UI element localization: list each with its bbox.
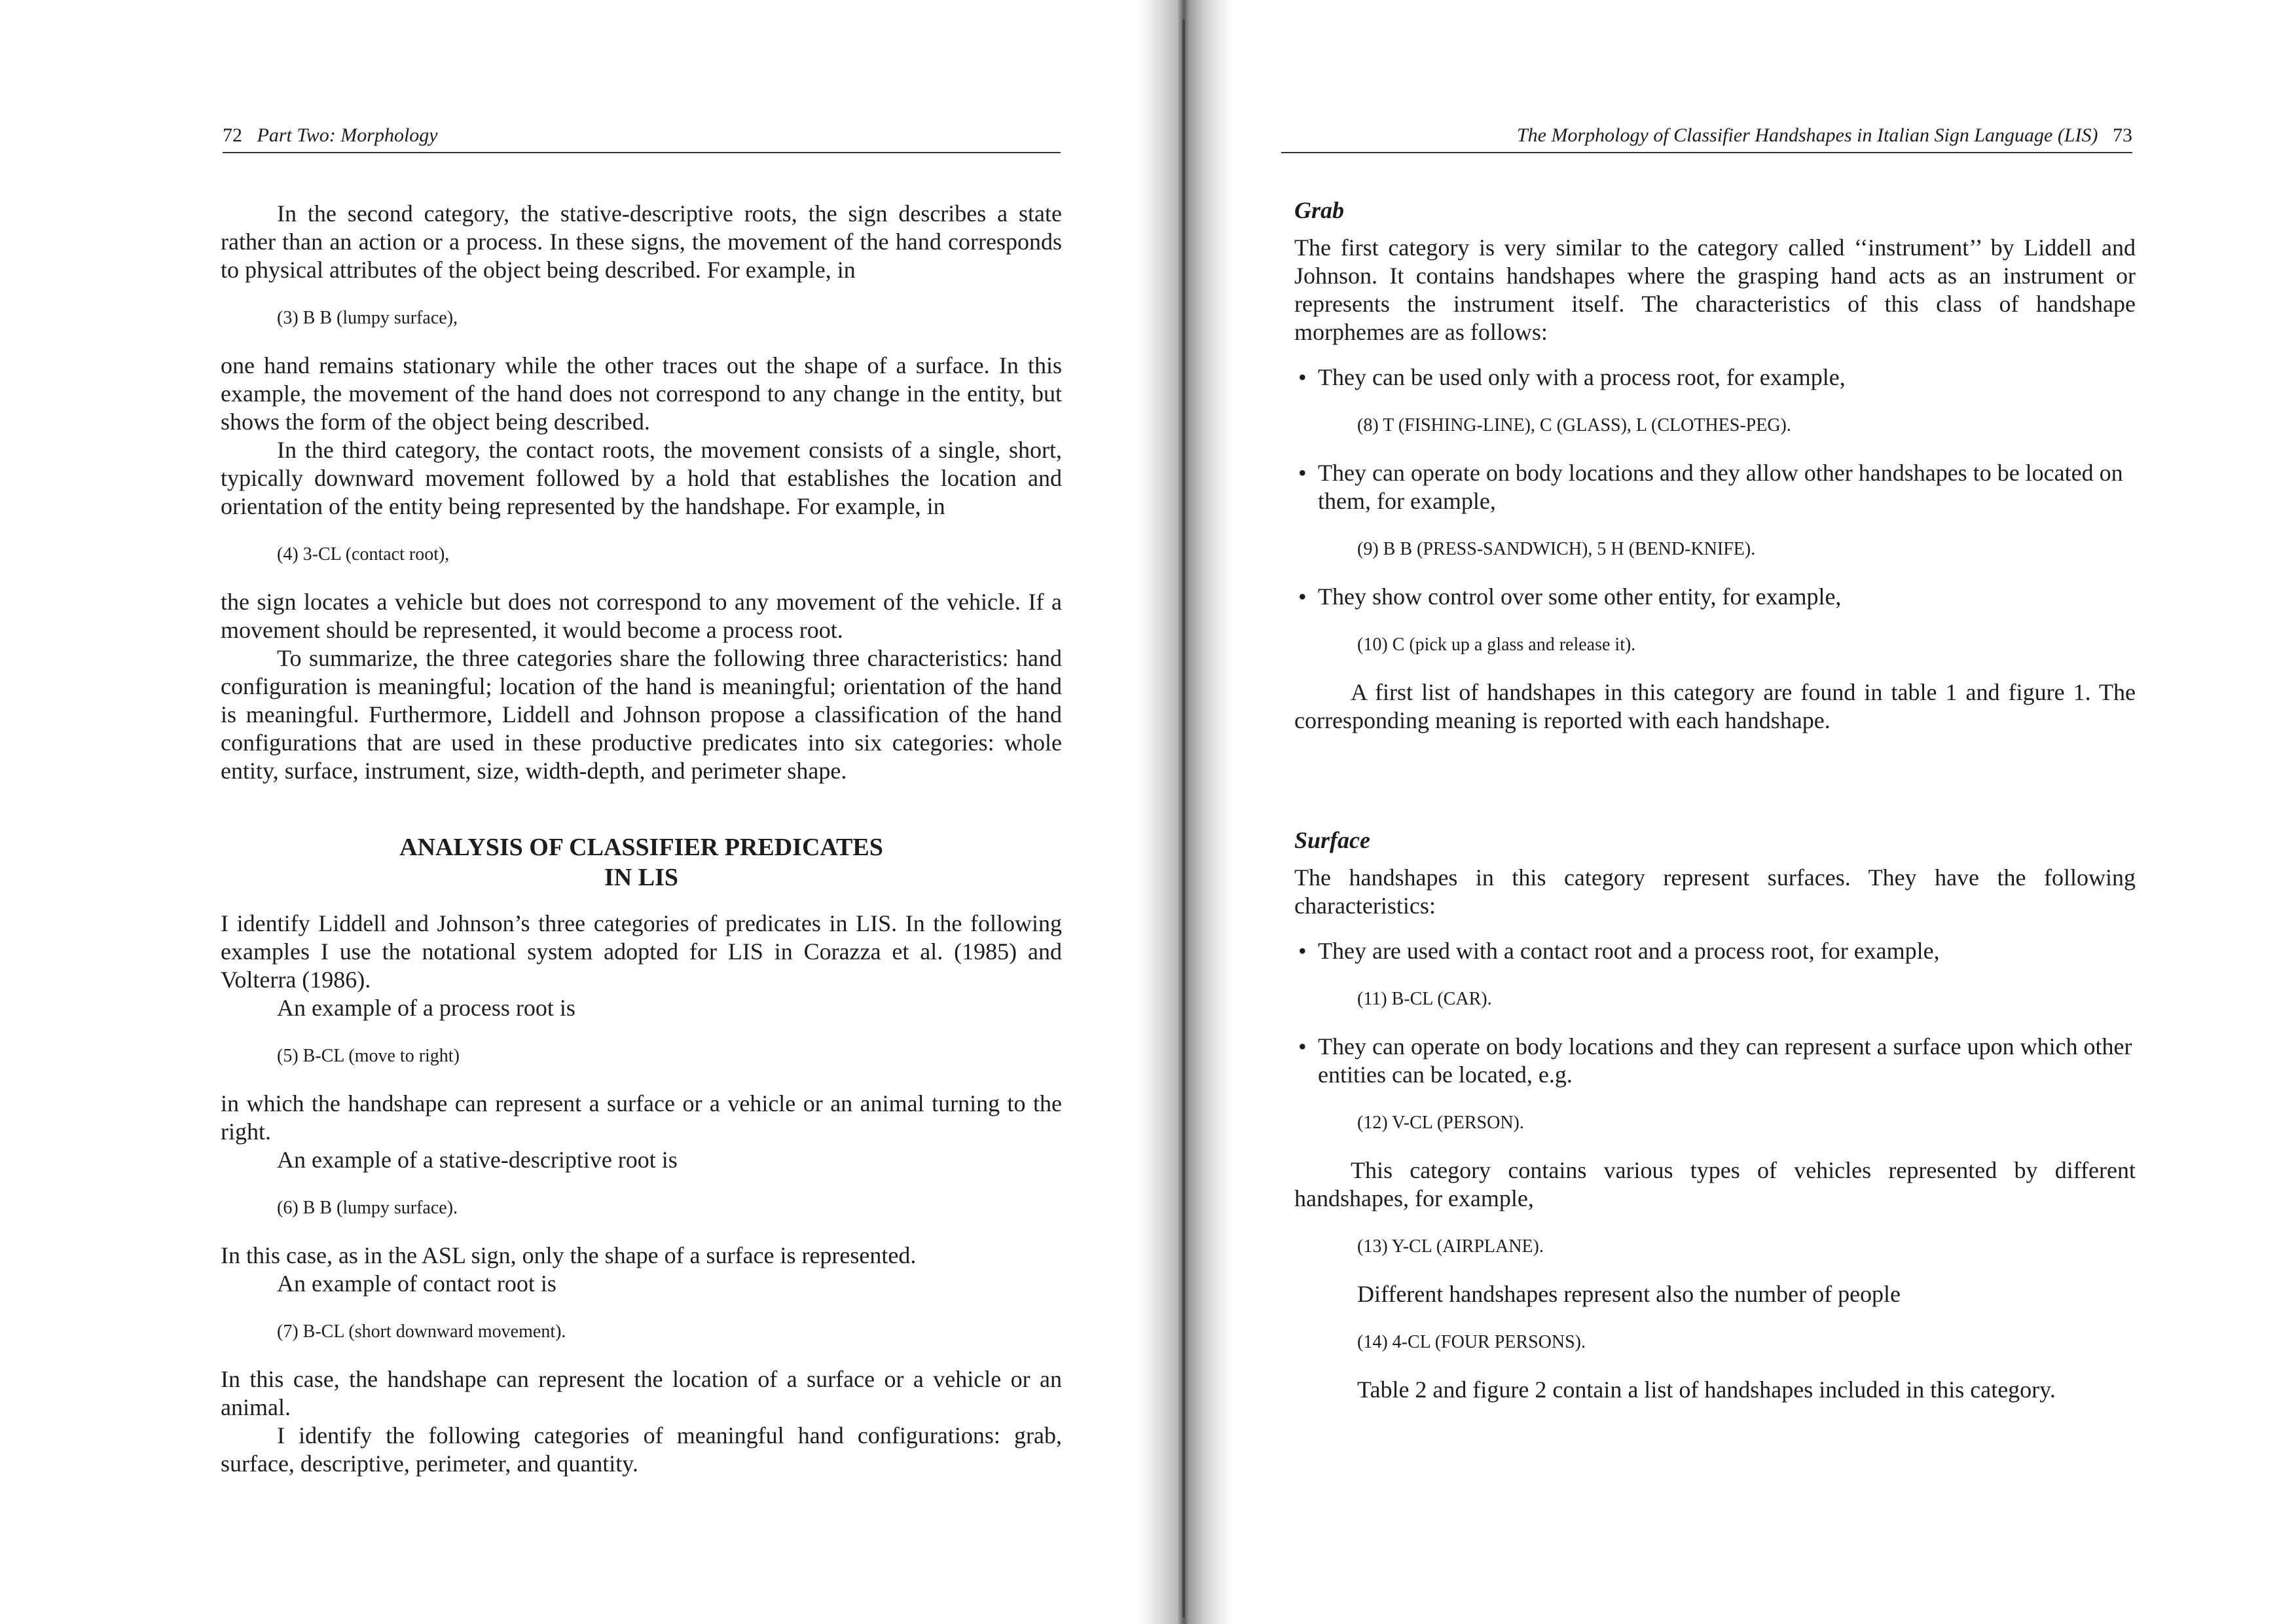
paragraph: To summarize, the three categories share the following three characteristics: hand configuration is meaningful; location of the hand is meaningful; orientation of the hand is meaningful. Furthermore, Liddell and Johnson propose a classification of the hand configurations that are used in these productive predicates into six categories: whole entity, surface, instrument, size, width-depth, and perimeter shape. xyxy=(221,645,1062,784)
right-running-head-title: The Morphology of Classifier Handshapes in Italian Sign Language (LIS) xyxy=(1517,124,2098,146)
left-page-body xyxy=(221,200,1062,1478)
subsection-heading-surface: Surface xyxy=(1294,827,1370,853)
example-8: (8) T (FISHING-LINE), C (GLASS), L (CLOTHES-PEG). xyxy=(1357,415,1791,435)
bullet-item xyxy=(1294,1033,2136,1089)
paragraph: In the second category, the stative-descriptive roots, the sign describes a state rather than an action or a process. In these signs, the movement of the hand corresponds to physical attributes of the object being described. For example, in xyxy=(221,200,1062,283)
bullet-text: They can operate on body locations and they allow other handshapes to be located on them, for example, xyxy=(1318,460,2123,514)
example-3: (3) B B (lumpy surface), xyxy=(277,308,458,328)
bullet-item xyxy=(1294,937,2136,965)
bullet-item xyxy=(1294,363,2136,392)
left-running-head xyxy=(223,124,1061,153)
paragraph: This category contains various types of vehicles represented by different handshapes, for example, xyxy=(1294,1157,2136,1211)
example-13: (13) Y-CL (AIRPLANE). xyxy=(1357,1236,1544,1257)
paragraph: The first category is very similar to the category called ‘‘instrument’’ by Liddell and Johnson. It contains handshapes where the grasping hand acts as an instrument or represents the instrument itself. The characteristics of this class of handshape morphemes are as follows: xyxy=(1294,234,2136,345)
example-4: (4) 3-CL (contact root), xyxy=(277,544,450,564)
bullet-text: They are used with a contact root and a process root, for example, xyxy=(1318,938,1940,964)
paragraph: A first list of handshapes in this category are found in table 1 and figure 1. The corresponding meaning is reported with each handshape. xyxy=(1294,679,2136,733)
example-9: (9) B B (PRESS-SANDWICH), 5 H (BEND-KNIFE). xyxy=(1357,539,1756,559)
bullet-icon: • xyxy=(1298,583,1307,610)
example-5: (5) B-CL (move to right) xyxy=(277,1046,460,1066)
paragraph: I identify Liddell and Johnson’s three categories of predicates in LIS. In the following examples I use the notational system adopted for LIS in Corazza et al. (1985) and Volterra (1986). xyxy=(221,910,1062,993)
section-heading-line: ANALYSIS OF CLASSIFIER PREDICATES xyxy=(399,834,883,861)
paragraph: In this case, as in the ASL sign, only the shape of a surface is represented. xyxy=(221,1242,917,1268)
example-11: (11) B-CL (CAR). xyxy=(1357,989,1492,1009)
left-page-number: 72 xyxy=(223,124,242,146)
paragraph: in which the handshape can represent a surface or a vehicle or an animal turning to the right. xyxy=(221,1090,1062,1145)
paragraph: one hand remains stationary while the other traces out the shape of a surface. In this example, the movement of the hand does not correspond to any change in the entity, but shows the form of the object being described. xyxy=(221,352,1062,435)
bullet-icon: • xyxy=(1298,938,1307,964)
paragraph: An example of a stative-descriptive root is xyxy=(277,1147,678,1173)
paragraph: An example of contact root is xyxy=(277,1270,556,1297)
paragraph: An example of a process root is xyxy=(277,995,575,1021)
section-heading-line: IN LIS xyxy=(604,864,678,891)
paragraph: In this case, the handshape can represent the location of a surface or a vehicle or an animal. xyxy=(221,1366,1062,1420)
bullet-text: They can be used only with a process root, for example, xyxy=(1318,364,1846,390)
right-running-head xyxy=(1281,124,2132,153)
bullet-icon: • xyxy=(1298,364,1307,390)
paragraph: Different handshapes represent also the number of people xyxy=(1357,1281,1901,1307)
example-10: (10) C (pick up a glass and release it). xyxy=(1357,635,1636,655)
example-14: (14) 4-CL (FOUR PERSONS). xyxy=(1357,1332,1586,1352)
example-6: (6) B B (lumpy surface). xyxy=(277,1198,458,1218)
bullet-text: They show control over some other entity, for example, xyxy=(1318,583,1842,610)
paragraph: The handshapes in this category represent surfaces. They have the following characteristics: xyxy=(1294,864,2136,919)
example-7: (7) B-CL (short downward movement). xyxy=(277,1321,566,1342)
bullet-item xyxy=(1294,459,2136,515)
book-spine-line xyxy=(1182,20,1185,1617)
left-running-head-title: Part Two: Morphology xyxy=(257,124,438,146)
paragraph: In the third category, the contact roots, the movement consists of a single, short, typically downward movement followed by a hold that establishes the location and orientation of the entity being represented by the handshape. For example, in xyxy=(221,437,1062,519)
example-12: (12) V-CL (PERSON). xyxy=(1357,1113,1524,1133)
section-heading xyxy=(221,832,1062,893)
paragraph: Table 2 and figure 2 contain a list of handshapes included in this category. xyxy=(1357,1376,2056,1403)
right-page-body xyxy=(1294,196,2136,1404)
bullet-icon: • xyxy=(1298,1033,1307,1060)
bullet-item xyxy=(1294,583,2136,611)
bullet-icon: • xyxy=(1298,460,1307,486)
bullet-text: They can operate on body locations and they can represent a surface upon which other entities can be located, e.g. xyxy=(1318,1033,2132,1088)
paragraph: I identify the following categories of meaningful hand configurations: grab, surface, descriptive, perimeter, and quantity. xyxy=(221,1422,1062,1477)
paragraph: the sign locates a vehicle but does not correspond to any movement of the vehicle. If a movement should be represented, it would become a process root. xyxy=(221,589,1062,643)
subsection-heading-grab: Grab xyxy=(1294,197,1345,223)
right-page-number: 73 xyxy=(2113,124,2132,146)
